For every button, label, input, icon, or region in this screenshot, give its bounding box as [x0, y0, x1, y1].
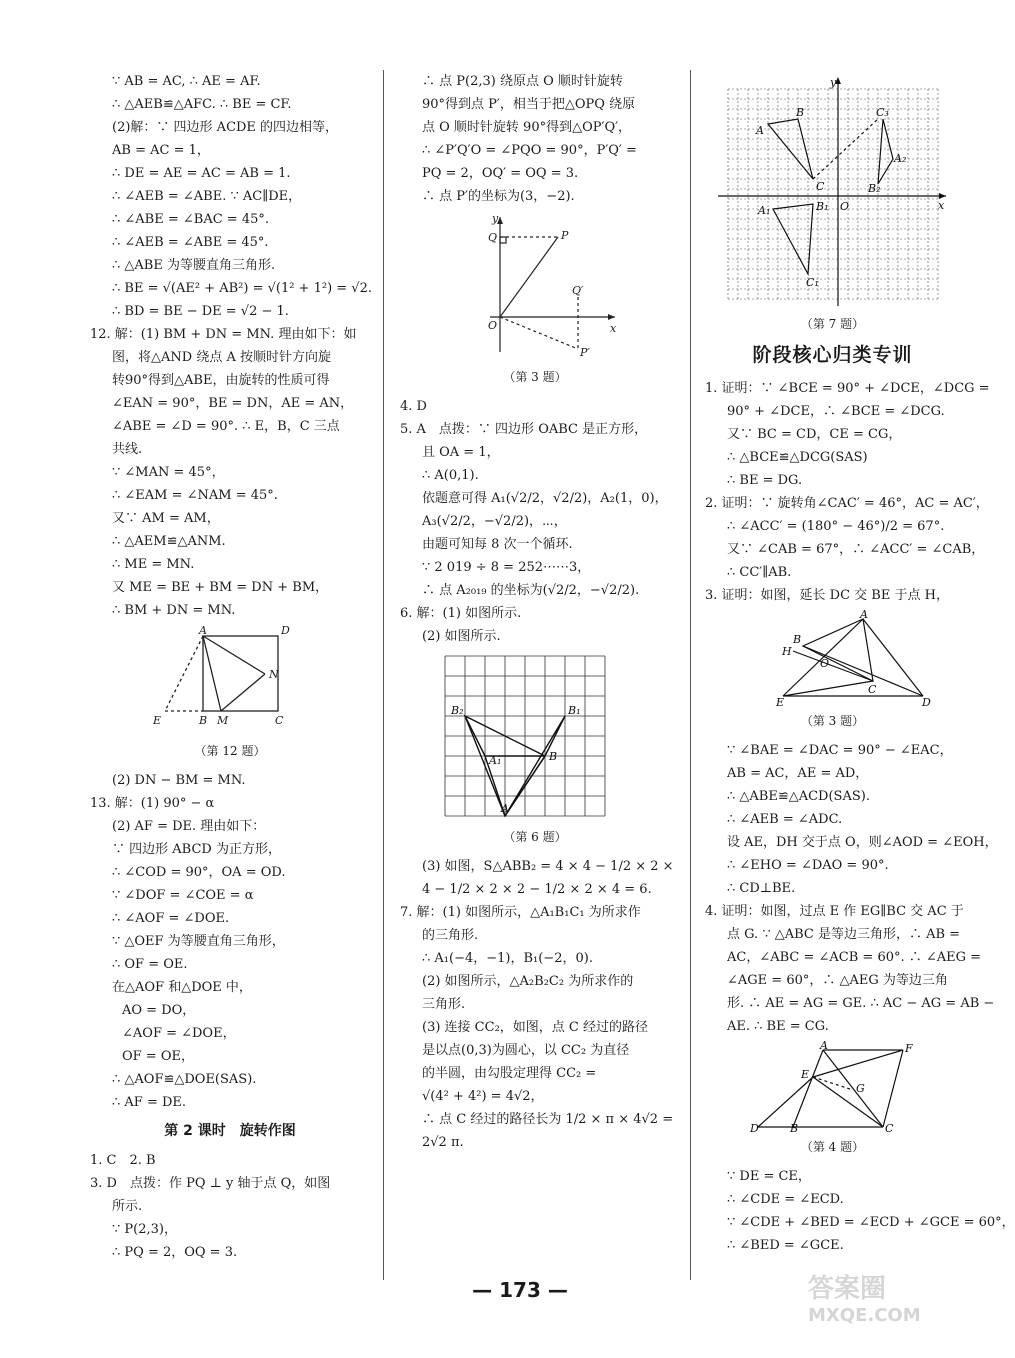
- figure-3b: [738, 608, 931, 709]
- axis-y-label: y: [829, 76, 836, 89]
- text-line: ∴ BE = DG.: [727, 473, 803, 488]
- text-line: ∴ A(0,1).: [422, 468, 479, 483]
- page-number: — 173 —: [472, 1278, 568, 1302]
- label-d: D: [749, 1122, 759, 1135]
- text-line: ∵ ∠MAN = 45°，: [112, 465, 225, 480]
- text-line: 4. 证明：如图，过点 E 作 EG∥BC 交 AC 于: [705, 904, 964, 919]
- col3-text-c: [705, 1165, 1015, 1257]
- label-b: B: [792, 633, 801, 646]
- text-line: 又∵ ∠CAB = 67°，∴ ∠ACC′ = ∠CAB，: [727, 542, 985, 557]
- label-p: P: [561, 229, 569, 242]
- text-line: 设 AE，DH 交于点 O，则∠AOD = ∠EOH，: [727, 835, 998, 850]
- text-line: 3. D 点拨：作 PQ ⊥ y 轴于点 Q，如图: [90, 1176, 331, 1191]
- label-b: B: [549, 750, 558, 763]
- label-h: H: [781, 645, 792, 658]
- text-line: ∴ ∠EAM = ∠NAM = 45°.: [112, 488, 278, 503]
- axis-y-label: y: [492, 212, 499, 225]
- col3-text-b: [705, 739, 998, 1038]
- text-line: 3. 证明：如图，延长 DC 交 BE 于点 H，: [705, 588, 949, 603]
- label-c: C: [867, 683, 876, 696]
- text-line: ∴ ME = MN.: [112, 557, 195, 572]
- text-line: ∵ 2 019 ÷ 8 = 252⋯⋯3，: [422, 560, 591, 575]
- text-line: ∵ ∠BAE = ∠DAC = 90° − ∠EAC，: [727, 743, 953, 758]
- triangle-abc: [768, 119, 813, 179]
- text-line: 1. 证明：∵ ∠BCE = 90° + ∠DCE，∠DCG =: [705, 381, 990, 396]
- label-a2: A₂: [893, 152, 906, 165]
- label-e: E: [800, 1068, 809, 1081]
- text-line: ∴ ∠AEB = ∠ADC.: [727, 812, 843, 827]
- text-line: 90°得到点 P′，相当于把△OPQ 绕原: [422, 97, 636, 112]
- figure-caption: （第 7 题）: [800, 317, 865, 331]
- label-o: O: [839, 200, 849, 213]
- text-line: √(4² + 4²) = 4√2，: [422, 1089, 544, 1104]
- label-c: C: [884, 1122, 893, 1135]
- text-line: ∵ DE = CE，: [727, 1169, 811, 1184]
- text-line: OF = OE，: [122, 1049, 194, 1064]
- text-line: AC，∠ABC = ∠ACB = 60°. ∴ ∠AEG =: [727, 950, 982, 965]
- label-q: Q: [488, 231, 498, 244]
- label-b2: B₂: [451, 704, 464, 717]
- figure-caption: （第 3 题）: [800, 714, 865, 728]
- text-line: ∴ ∠EHO = ∠DAO = 90°.: [727, 858, 889, 873]
- square-abcd: [203, 636, 278, 711]
- figure-12: [145, 626, 315, 736]
- col1-text-a: [90, 70, 370, 622]
- text-line: ∵ △OEF 为等腰直角三角形，: [112, 934, 285, 949]
- col1-text-c: [90, 1149, 370, 1264]
- axis-x-label: x: [610, 322, 617, 335]
- text-line: ∴ △ABE 为等腰直角三角形.: [112, 258, 276, 273]
- text-line: ∠EAN = 90°，BE = DN，AE = AN，: [112, 396, 354, 411]
- text-line: 共线.: [112, 442, 143, 457]
- label-o: O: [819, 657, 829, 670]
- figure-caption: （第 12 题）: [194, 744, 266, 758]
- text-line: 又 ME = BE + BM = DN + BM，: [112, 580, 329, 595]
- text-line: ∴ ∠ACC′ = (180° − 46°)/2 = 67°.: [727, 519, 945, 534]
- text-line: PQ = 2，OQ′ = OQ = 3.: [422, 166, 579, 181]
- text-line: 6. 解：(1) 如图所示.: [400, 606, 522, 621]
- label-m: M: [217, 714, 229, 727]
- text-line: 的三角形.: [422, 928, 479, 943]
- text-line: ∴ 点 P′的坐标为(3，−2).: [422, 189, 575, 204]
- column-divider: [690, 70, 691, 1280]
- text-line: ∴ ∠COD = 90°，OA = OD.: [112, 865, 286, 880]
- text-line: (2) DN − BM = MN.: [112, 773, 246, 788]
- col3-text-a: [705, 377, 990, 607]
- label-a: A: [819, 1039, 828, 1052]
- text-line: 90° + ∠DCE，∴ ∠BCE = ∠DCG.: [727, 404, 945, 419]
- text-line: 是以点(0,3)为圆心，以 CC₂ 为直径: [422, 1043, 630, 1058]
- axis-x-label: x: [937, 199, 944, 212]
- label-f: F: [904, 1042, 913, 1055]
- label-a: A: [755, 124, 764, 137]
- text-line: 2. 证明：∵ 旋转角∠CAC′ = 46°，AC = AC′，: [705, 496, 989, 511]
- text-line: 依题意可得 A₁(√2/2，√2/2)，A₂(1，0)，: [422, 491, 668, 506]
- text-line: ∴ PQ = 2，OQ = 3.: [112, 1245, 238, 1260]
- text-line: ∴ BM + DN = MN.: [112, 603, 236, 618]
- watermark-text: 答案圈: [808, 1274, 887, 1304]
- column-3: [705, 70, 1015, 1257]
- text-line: ∴ CD⊥BE.: [727, 881, 796, 896]
- text-line: ∵ 四边形 ABCD 为正方形，: [112, 842, 281, 857]
- text-line: (2)解：∵ 四边形 ACDE 的四边相等，: [112, 120, 339, 135]
- text-line: ∵ AB = AC, ∴ AE = AF.: [112, 74, 261, 89]
- column-divider: [383, 70, 384, 1280]
- text-line: ∴ BD = BE − DE = √2 − 1.: [112, 304, 289, 319]
- label-a1: A₁: [489, 754, 502, 767]
- figure-7-grid: [718, 74, 948, 309]
- triangle-ab-b1: [505, 716, 565, 816]
- text-line: ∴ ∠BED = ∠GCE.: [727, 1238, 844, 1253]
- text-line: ∵ ∠CDE + ∠BED = ∠ECD + ∠GCE = 60°，: [727, 1215, 1015, 1230]
- text-line: 12. 解：(1) BM + DN = MN. 理由如下：如: [90, 327, 357, 342]
- text-line: ∠AOF = ∠DOE，: [122, 1026, 236, 1041]
- text-line: 4 − 1/2 × 2 × 2 − 1/2 × 2 × 4 = 6.: [422, 882, 652, 897]
- label-p-prime: P′: [580, 346, 590, 359]
- text-line: ∠ABE = ∠D = 90°. ∴ E，B，C 三点: [112, 419, 340, 434]
- section-title: 第 2 课时 旋转作图: [164, 1123, 296, 1139]
- text-line: ∴ DE = AE = AC = AB = 1.: [112, 166, 291, 181]
- col2-text-b: [400, 395, 670, 648]
- text-line: 所示.: [112, 1199, 143, 1214]
- text-line: 三角形.: [422, 997, 466, 1012]
- label-n: N: [269, 668, 279, 681]
- text-line: ∴ 点 P(2,3) 绕原点 O 顺时针旋转: [422, 74, 623, 89]
- label-a: A: [199, 624, 207, 637]
- text-line: ∴ 点 C 经过的路径长为 1/2 × π × 4√2 =: [422, 1112, 674, 1127]
- text-line: 4. D: [400, 399, 427, 414]
- text-line: ∴ BE = √(AE² + AB²) = √(1² + 1²) = √2.: [112, 281, 372, 296]
- text-line: ∴ OF = OE.: [112, 957, 188, 972]
- text-line: 又∵ BC = CD，CE = CG，: [727, 427, 902, 442]
- text-line: AO = DO，: [122, 1003, 196, 1018]
- figure-3-coordinate: [450, 212, 620, 362]
- text-line: ∴ CC′∥AB.: [727, 565, 792, 580]
- text-line: (3) 如图，S△ABB₂ = 4 × 4 − 1/2 × 2 ×: [422, 859, 674, 874]
- text-line: 13. 解：(1) 90° − α: [90, 796, 215, 811]
- text-line: ∴ △AOF≌△DOE(SAS).: [112, 1072, 257, 1087]
- figure-caption: （第 6 题）: [503, 830, 567, 844]
- text-line: 2√2 π.: [422, 1135, 464, 1150]
- text-line: ∴ ∠AEB = ∠ABE. ∵ AC∥DE，: [112, 189, 302, 204]
- label-q-prime: Q′: [572, 284, 584, 297]
- text-line: ∴ △AEM≌△ANM.: [112, 534, 226, 549]
- col1-text-b: [90, 769, 370, 1114]
- text-line: ∴ △BCE≌△DCG(SAS): [727, 450, 868, 465]
- label-e: E: [775, 696, 784, 709]
- text-line: 5. A 点拨：∵ 四边形 OABC 是正方形，: [400, 422, 648, 437]
- col2-text-c: [400, 855, 674, 1154]
- text-line: ∴ A₁(−4，−1)，B₁(−2，0).: [422, 951, 593, 966]
- text-line: AB = AC，AE = AD，: [727, 766, 869, 781]
- text-line: 的半圆，由勾股定理得 CC₂ =: [422, 1066, 597, 1081]
- text-line: 7. 解：(1) 如图所示，△A₁B₁C₁ 为所求作: [400, 905, 641, 920]
- label-e: E: [153, 714, 162, 727]
- label-d: D: [281, 624, 290, 637]
- text-line: ∠AGE = 60°，∴ △AEG 为等边三角: [727, 973, 948, 988]
- text-line: 1. C 2. B: [90, 1153, 156, 1168]
- page-section-heading: 阶段核心归类专训: [752, 344, 913, 366]
- column-2: [400, 70, 674, 1154]
- text-line: ∴ ∠ABE = ∠BAC = 45°.: [112, 212, 269, 227]
- watermark-url: MXQE.COM: [808, 1305, 921, 1326]
- text-line: AB = AC = 1，: [112, 143, 210, 158]
- label-a: A: [501, 802, 509, 815]
- text-line: ∴ ∠AEB = ∠ABE = 45°.: [112, 235, 269, 250]
- text-line: ∴ ∠P′Q′O = ∠PQO = 90°，P′Q′ =: [422, 143, 637, 158]
- label-b: B: [795, 106, 804, 119]
- text-line: ∴ 点 A₂₀₁₉ 的坐标为(√2/2，−√2/2).: [422, 583, 640, 598]
- text-line: 形. ∴ AE = AG = GE. ∴ AC − AG = AB −: [727, 996, 995, 1011]
- text-line: (3) 连接 CC₂，如图，点 C 经过的路径: [422, 1020, 648, 1035]
- text-line: ∴ △ABE≌△ACD(SAS).: [727, 789, 870, 804]
- label-c3: C₃: [875, 106, 889, 119]
- text-line: 点 O 顺时针旋转 90°得到△OP′Q′，: [422, 120, 632, 135]
- label-a1: A₁: [757, 204, 770, 217]
- text-line: ∴ ∠CDE = ∠ECD.: [727, 1192, 844, 1207]
- text-line: 转90°得到△ABE，由旋转的性质可得: [112, 373, 330, 388]
- text-line: 由题可知每 8 次一个循环.: [422, 537, 573, 552]
- figure-6-grid: [445, 652, 625, 822]
- text-line: 且 OA = 1，: [422, 445, 500, 460]
- label-g: G: [855, 1082, 865, 1095]
- label-d: D: [921, 696, 931, 709]
- text-line: (2) 如图所示.: [422, 629, 501, 644]
- label-c: C: [275, 714, 284, 727]
- text-line: 点 G. ∵ △ABC 是等边三角形，∴ AB =: [727, 927, 961, 942]
- label-o: O: [488, 319, 498, 332]
- text-line: 又∵ AM = AM，: [112, 511, 220, 526]
- text-line: 图，将△AND 绕点 A 按顺时针方向旋: [112, 350, 331, 365]
- label-b: B: [789, 1122, 798, 1135]
- text-line: ∵ ∠DOF = ∠COE = α: [112, 888, 254, 903]
- column-1: [90, 70, 370, 1264]
- text-line: ∴ AF = DE.: [112, 1095, 187, 1110]
- text-line: (2) 如图所示，△A₂B₂C₂ 为所求作的: [422, 974, 634, 989]
- text-line: A₃(√2/2，−√2/2)，⋯，: [422, 514, 567, 529]
- watermark: [808, 1268, 988, 1348]
- figure-caption: （第 4 题）: [800, 1140, 865, 1154]
- label-b: B: [199, 714, 208, 727]
- label-a: A: [859, 608, 868, 621]
- text-line: AE. ∴ BE = CG.: [727, 1019, 829, 1034]
- figure-caption: （第 3 题）: [503, 370, 567, 384]
- text-line: 在△AOF 和△DOE 中，: [112, 980, 252, 995]
- text-line: ∵ P(2,3)，: [112, 1222, 177, 1237]
- label-c: C: [815, 180, 824, 193]
- text-line: (2) AF = DE. 理由如下：: [112, 819, 266, 834]
- label-b1: B₁: [568, 704, 581, 717]
- text-line: ∴ △AEB≌△AFC. ∴ BE = CF.: [112, 97, 292, 112]
- col2-text-a: [400, 70, 670, 208]
- figure-4: [748, 1039, 918, 1135]
- text-line: ∴ ∠AOF = ∠DOE.: [112, 911, 230, 926]
- label-b1: B₁: [815, 200, 828, 213]
- label-b2: B₂: [867, 182, 880, 195]
- label-c1: C₁: [805, 276, 819, 289]
